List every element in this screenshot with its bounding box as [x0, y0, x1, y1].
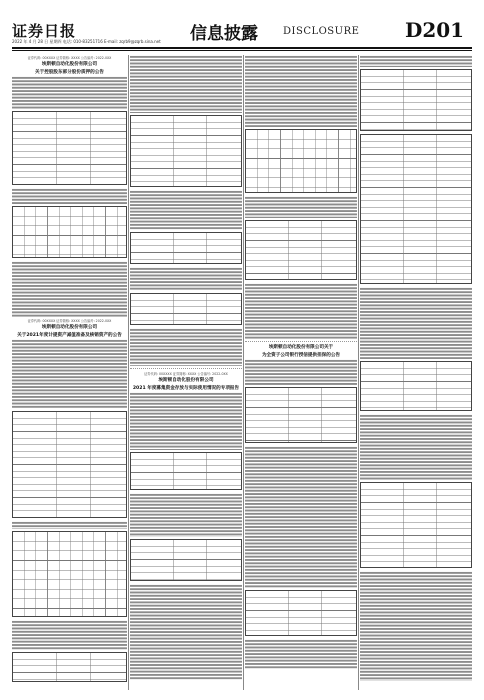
body-text	[130, 190, 242, 230]
body-text	[130, 584, 242, 680]
body-text	[360, 55, 472, 67]
announcement-meta: 证券代码: 00XXXX 证券简称: XXXX 公告编号: 2022-0XX	[144, 372, 228, 376]
body-text	[245, 446, 357, 588]
data-table	[12, 531, 127, 617]
column-divider	[243, 55, 244, 690]
data-table	[130, 452, 242, 490]
data-table	[130, 293, 242, 325]
separator	[245, 341, 357, 343]
body-text	[130, 392, 242, 450]
data-table	[130, 232, 242, 264]
body-text	[130, 267, 242, 291]
data-table	[245, 590, 357, 636]
column-2	[130, 55, 242, 690]
body-text	[245, 639, 357, 669]
body-text	[360, 414, 472, 480]
page-header	[0, 0, 484, 50]
body-text	[130, 55, 242, 113]
announcement-company: 埃斯顿自动化股份有限公司关于	[268, 345, 334, 350]
page-body	[12, 55, 472, 690]
data-table	[360, 134, 472, 284]
separator	[130, 368, 242, 370]
data-table	[12, 111, 127, 185]
body-text	[360, 287, 472, 359]
data-table	[245, 220, 357, 280]
newspaper-masthead: 证券日报	[12, 22, 77, 40]
data-table	[12, 652, 127, 682]
body-text	[245, 283, 357, 339]
column-divider	[128, 55, 129, 690]
announcement-meta: 证券代码: 00XXXX 证券简称: XXXX 公告编号: 2022-0XX	[27, 319, 112, 324]
body-text	[245, 359, 357, 385]
data-table	[130, 539, 242, 581]
column-1	[12, 55, 127, 690]
masthead-info: 2022 年 4 月 28 日 星期四 电话: 010-83251716 E-mail: zqrb9@zqrb.sina.net	[12, 39, 161, 44]
page-number: D201	[405, 18, 465, 42]
data-table	[12, 411, 127, 518]
body-text	[245, 55, 357, 127]
body-text	[12, 261, 127, 317]
data-table	[245, 387, 357, 443]
announcement-company: 埃斯顿自动化股份有限公司	[158, 378, 214, 383]
data-table	[360, 361, 472, 411]
header-rule	[12, 47, 472, 49]
body-text	[12, 339, 127, 409]
data-table	[245, 129, 357, 193]
section-title: 信息披露	[190, 24, 258, 44]
body-text	[12, 620, 127, 650]
section-subtitle: DISCLOSURE	[283, 26, 360, 37]
data-table	[360, 69, 472, 131]
body-text	[130, 493, 242, 537]
data-table	[360, 482, 472, 568]
body-text	[130, 328, 242, 366]
announcement-title: 为全资子公司银行授信提供担保的公告	[261, 352, 341, 358]
header-rule-thin	[12, 50, 472, 51]
data-table	[130, 115, 242, 187]
data-table	[12, 206, 127, 258]
announcement-meta: 证券代码: 00XXXX 证券简称: XXXX 公告编号: 2022-0XX	[27, 56, 112, 60]
body-text	[12, 188, 127, 204]
announcement-title: 关于控股股东部分股份质押的公告	[35, 69, 104, 75]
announcement-company: 埃斯顿自动化股份有限公司	[41, 325, 98, 331]
body-text	[12, 76, 127, 109]
announcement-title: 2021 年度募集资金存放与实际使用情况的专项报告	[132, 385, 240, 391]
body-text	[245, 196, 357, 218]
announcement-title: 关于2021年度计提资产减值准备及核销资产的公告	[17, 332, 122, 338]
column-3	[245, 55, 357, 690]
column-4	[360, 55, 472, 690]
body-text	[12, 521, 127, 529]
announcement-company: 埃斯顿自动化股份有限公司	[41, 62, 98, 67]
column-divider	[358, 55, 359, 690]
body-text	[360, 571, 472, 681]
